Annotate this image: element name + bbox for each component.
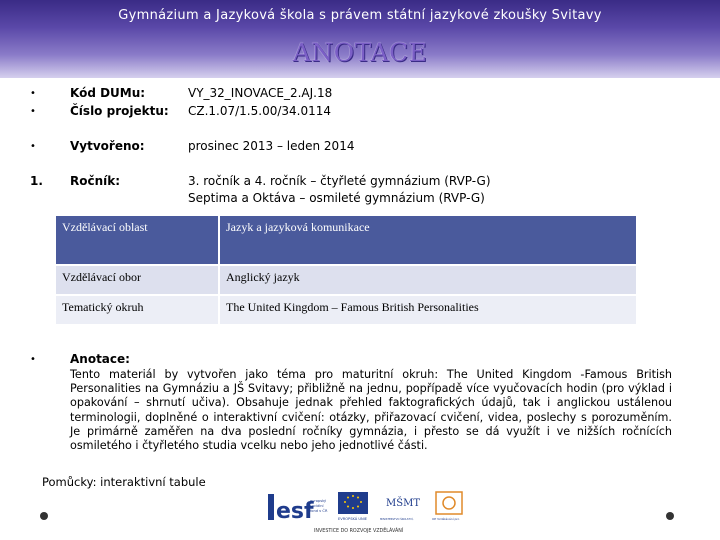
field-value-kod: VY_32_INOVACE_2.AJ.18: [188, 86, 333, 100]
field-label-rocnik: Ročník:: [70, 174, 121, 188]
field-value-rocnik-2: Septima a Oktáva – osmileté gymnázium (RVP-G): [188, 191, 485, 205]
field-marker: •: [30, 106, 36, 117]
corner-dot-left: [40, 512, 48, 520]
table-row: [56, 296, 636, 324]
field-value-rocnik: 3. ročník a 4. ročník – čtyřleté gymnázium (RVP-G): [188, 174, 491, 188]
header-banner: [0, 0, 720, 78]
field-marker: •: [30, 141, 36, 152]
svg-text:OP Vzdělávání pro: OP Vzdělávání pro: [432, 517, 460, 521]
description-text: Tento materiál by vytvořen jako téma pro maturitní okruh: The United Kingdom -Famous British Personalities na Gymnáziu a JŠ Svitavy; přibližně na jednu, popřípadě více vyučovacích hodin (pro výklad i opakování – shrnutí učiva). Obsahuje jednak přehled faktografických údajů, tak i anglickou ustálenou terminologii, doplněné o interaktivní cvičení: otázky, přiřazovací cvičení, videa, poslechy s porozuměním. Je primárně zaměřen na dva poslední ročníky gymnázia, i přesto se dá využít i ve nižších ročnících osmiletého i čtyřletého studia vcelku nebo jeho jednotlivé části.: [70, 368, 672, 453]
aids-text: Pomůcky: interaktivní tabule: [42, 475, 206, 489]
field-marker: 1.: [30, 174, 43, 188]
description-label: Anotace:: [70, 352, 130, 366]
table-row: [56, 216, 636, 264]
svg-text:MINISTERSTVO ŠKOLSTVÍ,: MINISTERSTVO ŠKOLSTVÍ,: [380, 518, 414, 521]
svg-text:EVROPSKÁ UNIE: EVROPSKÁ UNIE: [338, 517, 368, 521]
field-label-kod: Kód DUMu:: [70, 86, 146, 100]
svg-text:MŠMT: MŠMT: [386, 498, 420, 509]
svg-text:INVESTICE DO ROZVOJE VZDĚLÁVÁN: INVESTICE DO ROZVOJE VZDĚLÁVÁNÍ: [314, 529, 404, 534]
field-marker: •: [30, 88, 36, 99]
field-value-vytvoreno: prosinec 2013 – leden 2014: [188, 139, 355, 153]
table-value: Anglický jazyk: [220, 266, 636, 294]
table-key: Tematický okruh: [56, 296, 218, 324]
table-value: Jazyk a jazyková komunikace: [220, 216, 636, 264]
page-title: ANOTACE: [292, 38, 428, 67]
esf-logo-text: esf: [276, 499, 314, 524]
field-label-vytvoreno: Vytvořeno:: [70, 139, 145, 153]
table-key: Vzdělávací oblast: [56, 216, 218, 264]
description-marker: •: [30, 354, 36, 365]
table-row: [56, 266, 636, 294]
table-key: Vzdělávací obor: [56, 266, 218, 294]
svg-text:fond v ČR: fond v ČR: [310, 509, 328, 513]
school-name: Gymnázium a Jazyková škola s právem státní jazykové zkoušky Svitavy: [118, 8, 602, 23]
svg-text:sociální: sociální: [310, 504, 324, 508]
field-label-cislo: Číslo projektu:: [70, 104, 169, 118]
svg-text:evropský: evropský: [310, 499, 327, 503]
field-value-cislo: CZ.1.07/1.5.00/34.0114: [188, 104, 332, 118]
info-table: [54, 214, 638, 326]
table-value: The United Kingdom – Famous British Personalities: [220, 296, 636, 324]
eu-funding-logos-icon: [266, 488, 476, 536]
footer-logos: [266, 488, 476, 536]
corner-dot-right: [666, 512, 674, 520]
